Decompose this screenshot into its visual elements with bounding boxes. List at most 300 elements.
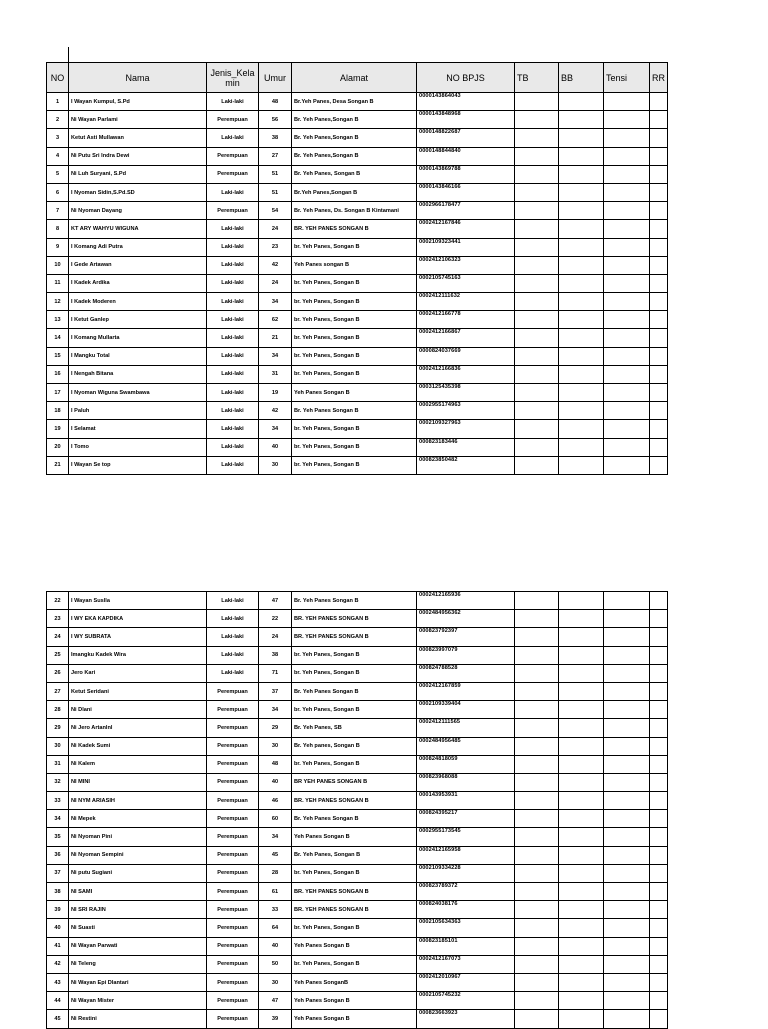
- row-jenis-kelamin: Perempuan: [207, 719, 259, 737]
- row-no-bpjs: 0002109339404: [417, 701, 515, 719]
- row-umur: 47: [259, 992, 292, 1010]
- row-tb: [515, 147, 559, 165]
- row-tb: [515, 165, 559, 183]
- row-bb: [559, 682, 604, 700]
- row-rr: [650, 256, 668, 274]
- row-umur: 27: [259, 147, 292, 165]
- row-nama: Ni Kadek Sumi: [69, 737, 207, 755]
- row-alamat: Br.Yeh Panes,Songan B: [292, 183, 417, 201]
- row-jenis-kelamin: Perempuan: [207, 864, 259, 882]
- row-alamat: Br. Yeh Panes,Songan B: [292, 147, 417, 165]
- row-nama: NI NYM ARIASIH: [69, 792, 207, 810]
- row-rr: [650, 129, 668, 147]
- row-nama: Ketut Asti Mullawan: [69, 129, 207, 147]
- row-bb: [559, 610, 604, 628]
- row-umur: 48: [259, 93, 292, 111]
- row-alamat: br. Yeh Panes, Songan B: [292, 919, 417, 937]
- row-bb: [559, 810, 604, 828]
- row-tb: [515, 755, 559, 773]
- row-umur: 34: [259, 701, 292, 719]
- row-tensi: [604, 420, 650, 438]
- row-alamat: br. Yeh Panes, Songan B: [292, 456, 417, 474]
- row-number: 39: [47, 901, 69, 919]
- row-jenis-kelamin: Perempuan: [207, 828, 259, 846]
- table-row: [47, 846, 668, 864]
- row-no-bpjs: 000824038176: [417, 901, 515, 919]
- row-number: 43: [47, 973, 69, 991]
- row-jenis-kelamin: Perempuan: [207, 919, 259, 937]
- row-no-bpjs: 000823997079: [417, 646, 515, 664]
- row-number: 42: [47, 955, 69, 973]
- row-tb: [515, 901, 559, 919]
- table-row: [47, 220, 668, 238]
- row-umur: 33: [259, 901, 292, 919]
- row-tensi: [604, 129, 650, 147]
- row-tensi: [604, 682, 650, 700]
- table-row: [47, 384, 668, 402]
- table-row: [47, 755, 668, 773]
- row-umur: 42: [259, 402, 292, 420]
- row-rr: [650, 384, 668, 402]
- row-tensi: [604, 792, 650, 810]
- row-tensi: [604, 664, 650, 682]
- row-alamat: br. Yeh Panes, Songan B: [292, 420, 417, 438]
- row-umur: 37: [259, 682, 292, 700]
- row-no-bpjs: 0002412010967: [417, 973, 515, 991]
- row-bb: [559, 147, 604, 165]
- row-number: 22: [47, 592, 69, 610]
- row-bb: [559, 93, 604, 111]
- row-jenis-kelamin: Laki-laki: [207, 420, 259, 438]
- row-jenis-kelamin: Perempuan: [207, 755, 259, 773]
- row-alamat: Br. Yeh Panes, SB: [292, 719, 417, 737]
- row-tensi: [604, 919, 650, 937]
- row-no-bpjs: 0000143846166: [417, 183, 515, 201]
- row-tb: [515, 202, 559, 220]
- row-alamat: BR. YEH PANES SONGAN B: [292, 220, 417, 238]
- row-tensi: [604, 402, 650, 420]
- table-row: [47, 202, 668, 220]
- row-nama: I Tomo: [69, 438, 207, 456]
- table-row: [47, 973, 668, 991]
- row-alamat: br. Yeh Panes, Songan B: [292, 864, 417, 882]
- header-tb: TB: [515, 63, 559, 93]
- table-row: [47, 311, 668, 329]
- row-bb: [559, 129, 604, 147]
- row-tb: [515, 183, 559, 201]
- row-bb: [559, 202, 604, 220]
- row-no-bpjs: 0002955174963: [417, 402, 515, 420]
- row-no-bpjs: 0002412165958: [417, 846, 515, 864]
- row-bb: [559, 365, 604, 383]
- table-row: [47, 274, 668, 292]
- row-no-bpjs: 000824818059: [417, 755, 515, 773]
- row-alamat: BR. YEH PANES SONGAN B: [292, 628, 417, 646]
- row-bb: [559, 846, 604, 864]
- row-nama: Ni Suasti: [69, 919, 207, 937]
- row-number: 3: [47, 129, 69, 147]
- row-umur: 21: [259, 329, 292, 347]
- row-bb: [559, 293, 604, 311]
- row-rr: [650, 937, 668, 955]
- row-umur: 61: [259, 883, 292, 901]
- header-umur: Umur: [259, 63, 292, 93]
- row-umur: 34: [259, 420, 292, 438]
- table-row: [47, 456, 668, 474]
- row-alamat: Yeh Panes songan B: [292, 256, 417, 274]
- row-bb: [559, 955, 604, 973]
- row-nama: I Wayan Kumpul, S.Pd: [69, 93, 207, 111]
- row-number: 11: [47, 274, 69, 292]
- row-bb: [559, 937, 604, 955]
- row-nama: KT ARY WAHYU WIGUNA: [69, 220, 207, 238]
- row-rr: [650, 402, 668, 420]
- row-alamat: BR YEH PANES SONGAN B: [292, 773, 417, 791]
- row-tb: [515, 384, 559, 402]
- row-rr: [650, 883, 668, 901]
- row-tb: [515, 773, 559, 791]
- table-row: [47, 147, 668, 165]
- row-jenis-kelamin: Laki-laki: [207, 329, 259, 347]
- row-rr: [650, 846, 668, 864]
- row-jenis-kelamin: Perempuan: [207, 701, 259, 719]
- row-umur: 45: [259, 846, 292, 864]
- cell-edge-marker: [68, 47, 69, 62]
- row-tensi: [604, 384, 650, 402]
- row-bb: [559, 438, 604, 456]
- table-row: [47, 646, 668, 664]
- header-jenis-kelamin: Jenis_Kela min: [207, 63, 259, 93]
- row-tensi: [604, 955, 650, 973]
- row-umur: 40: [259, 438, 292, 456]
- row-jenis-kelamin: Perempuan: [207, 810, 259, 828]
- row-umur: 30: [259, 737, 292, 755]
- row-nama: I Mangku Total: [69, 347, 207, 365]
- row-jenis-kelamin: Laki-laki: [207, 610, 259, 628]
- row-tensi: [604, 347, 650, 365]
- row-nama: Ni Wayan Epi Dlantari: [69, 973, 207, 991]
- row-rr: [650, 329, 668, 347]
- row-number: 26: [47, 664, 69, 682]
- row-umur: 30: [259, 973, 292, 991]
- row-tb: [515, 628, 559, 646]
- row-nama: Ni Nyoman Dayang: [69, 202, 207, 220]
- row-alamat: Br. Yeh Panes,Songan B: [292, 111, 417, 129]
- row-tb: [515, 220, 559, 238]
- row-no-bpjs: 0002412111565: [417, 719, 515, 737]
- row-tb: [515, 701, 559, 719]
- row-tb: [515, 420, 559, 438]
- table-row: [47, 682, 668, 700]
- row-umur: 38: [259, 646, 292, 664]
- row-jenis-kelamin: Perempuan: [207, 792, 259, 810]
- table-row: [47, 420, 668, 438]
- row-no-bpjs: 0002955173545: [417, 828, 515, 846]
- table-row: [47, 1010, 668, 1028]
- table-row: [47, 773, 668, 791]
- table-row: [47, 992, 668, 1010]
- row-alamat: BR. YEH PANES SONGAN B: [292, 901, 417, 919]
- row-rr: [650, 165, 668, 183]
- row-tensi: [604, 810, 650, 828]
- row-no-bpjs: 0002412111632: [417, 293, 515, 311]
- row-tb: [515, 610, 559, 628]
- row-rr: [650, 220, 668, 238]
- row-number: 21: [47, 456, 69, 474]
- row-rr: [650, 147, 668, 165]
- row-umur: 64: [259, 919, 292, 937]
- row-number: 5: [47, 165, 69, 183]
- row-tb: [515, 438, 559, 456]
- row-number: 1: [47, 93, 69, 111]
- row-number: 35: [47, 828, 69, 846]
- row-rr: [650, 111, 668, 129]
- row-bb: [559, 664, 604, 682]
- row-no-bpjs: 0000143864043: [417, 93, 515, 111]
- row-jenis-kelamin: Laki-laki: [207, 274, 259, 292]
- row-nama: Ni Restini: [69, 1010, 207, 1028]
- row-alamat: Br. Yeh Panes, Songan B: [292, 165, 417, 183]
- row-nama: Imangku Kadek Wira: [69, 646, 207, 664]
- row-alamat: Br. Yeh panes, Songan B: [292, 737, 417, 755]
- row-no-bpjs: 0002109323441: [417, 238, 515, 256]
- row-rr: [650, 792, 668, 810]
- row-jenis-kelamin: Perempuan: [207, 773, 259, 791]
- row-umur: 47: [259, 592, 292, 610]
- row-bb: [559, 792, 604, 810]
- row-alamat: Yeh Panes Songan B: [292, 1010, 417, 1028]
- row-bb: [559, 973, 604, 991]
- row-tensi: [604, 456, 650, 474]
- row-bb: [559, 919, 604, 937]
- row-jenis-kelamin: Perempuan: [207, 111, 259, 129]
- row-bb: [559, 329, 604, 347]
- row-nama: Ni Putu Sri Indra Dewi: [69, 147, 207, 165]
- row-nama: I Nyoman Wiguna Swambawa: [69, 384, 207, 402]
- row-nama: I WY SUBRATA: [69, 628, 207, 646]
- row-jenis-kelamin: Laki-laki: [207, 347, 259, 365]
- row-rr: [650, 365, 668, 383]
- row-number: 41: [47, 937, 69, 955]
- row-no-bpjs: 000823185101: [417, 937, 515, 955]
- row-jenis-kelamin: Perempuan: [207, 846, 259, 864]
- row-rr: [650, 274, 668, 292]
- row-nama: I Nyoman Sidin,S.Pd.SD: [69, 183, 207, 201]
- row-tensi: [604, 183, 650, 201]
- row-nama: Ni putu Sugiani: [69, 864, 207, 882]
- row-umur: 34: [259, 293, 292, 311]
- table-row: [47, 664, 668, 682]
- row-no-bpjs: 0000143869788: [417, 165, 515, 183]
- row-alamat: Br. Yeh Panes Songan B: [292, 592, 417, 610]
- row-nama: Ni Dlani: [69, 701, 207, 719]
- row-tensi: [604, 646, 650, 664]
- table-row: [47, 719, 668, 737]
- row-number: 2: [47, 111, 69, 129]
- row-bb: [559, 1010, 604, 1028]
- row-alamat: Br. Yeh Panes Songan B: [292, 682, 417, 700]
- table-row: [47, 183, 668, 201]
- row-tensi: [604, 846, 650, 864]
- row-jenis-kelamin: Perempuan: [207, 147, 259, 165]
- row-nama: I Komang Adi Putra: [69, 238, 207, 256]
- row-alamat: br. Yeh Panes, Songan B: [292, 274, 417, 292]
- row-rr: [650, 238, 668, 256]
- row-no-bpjs: 000823968088: [417, 773, 515, 791]
- row-bb: [559, 773, 604, 791]
- row-nama: NI SRI RAJIN: [69, 901, 207, 919]
- row-umur: 46: [259, 792, 292, 810]
- header-no-bpjs: NO BPJS: [417, 63, 515, 93]
- row-bb: [559, 384, 604, 402]
- table-row: [47, 937, 668, 955]
- row-tensi: [604, 438, 650, 456]
- row-number: 7: [47, 202, 69, 220]
- row-number: 10: [47, 256, 69, 274]
- table-row: [47, 919, 668, 937]
- row-alamat: br. Yeh Panes, Songan B: [292, 955, 417, 973]
- row-nama: Ni Teleng: [69, 955, 207, 973]
- row-jenis-kelamin: Perempuan: [207, 737, 259, 755]
- row-number: 33: [47, 792, 69, 810]
- row-number: 17: [47, 384, 69, 402]
- patient-table-page-2: [46, 591, 668, 1029]
- row-nama: I Paluh: [69, 402, 207, 420]
- row-rr: [650, 592, 668, 610]
- row-no-bpjs: 0002484956485: [417, 737, 515, 755]
- row-jenis-kelamin: Laki-laki: [207, 438, 259, 456]
- row-rr: [650, 919, 668, 937]
- row-bb: [559, 883, 604, 901]
- row-no-bpjs: 0000824037669: [417, 347, 515, 365]
- row-rr: [650, 701, 668, 719]
- row-nama: Ni Wayan Parlami: [69, 111, 207, 129]
- row-tb: [515, 846, 559, 864]
- row-umur: 71: [259, 664, 292, 682]
- row-nama: Ni Kalem: [69, 755, 207, 773]
- row-number: 23: [47, 610, 69, 628]
- row-number: 19: [47, 420, 69, 438]
- header-no: NO: [47, 63, 69, 93]
- row-tensi: [604, 992, 650, 1010]
- row-umur: 48: [259, 755, 292, 773]
- row-nama: I Selamat: [69, 420, 207, 438]
- row-bb: [559, 592, 604, 610]
- row-tensi: [604, 202, 650, 220]
- table-row: [47, 955, 668, 973]
- row-jenis-kelamin: Perempuan: [207, 937, 259, 955]
- row-number: 6: [47, 183, 69, 201]
- row-no-bpjs: 0000148822687: [417, 129, 515, 147]
- row-no-bpjs: 000143953931: [417, 792, 515, 810]
- row-nama: Ni Mepek: [69, 810, 207, 828]
- table-row: [47, 883, 668, 901]
- row-umur: 51: [259, 165, 292, 183]
- row-number: 31: [47, 755, 69, 773]
- row-no-bpjs: 0002412166778: [417, 311, 515, 329]
- row-no-bpjs: 0000143848968: [417, 111, 515, 129]
- row-tensi: [604, 274, 650, 292]
- row-umur: 40: [259, 937, 292, 955]
- row-no-bpjs: 0002109334228: [417, 864, 515, 882]
- row-alamat: Br. Yeh Panes Songan B: [292, 810, 417, 828]
- row-tb: [515, 456, 559, 474]
- row-tensi: [604, 238, 650, 256]
- row-bb: [559, 901, 604, 919]
- row-tb: [515, 719, 559, 737]
- row-no-bpjs: 0002412167859: [417, 682, 515, 700]
- row-tb: [515, 973, 559, 991]
- row-alamat: Br. Yeh Panes Songan B: [292, 402, 417, 420]
- row-jenis-kelamin: Laki-laki: [207, 456, 259, 474]
- row-jenis-kelamin: Perempuan: [207, 202, 259, 220]
- row-rr: [650, 755, 668, 773]
- row-tensi: [604, 628, 650, 646]
- row-no-bpjs: 0002412166867: [417, 329, 515, 347]
- row-no-bpjs: 0002966178477: [417, 202, 515, 220]
- row-bb: [559, 165, 604, 183]
- row-umur: 54: [259, 202, 292, 220]
- row-alamat: br. Yeh Panes, Songan B: [292, 347, 417, 365]
- row-nama: Jero Kari: [69, 664, 207, 682]
- row-tb: [515, 682, 559, 700]
- row-alamat: Yeh Panes Songan B: [292, 828, 417, 846]
- row-number: 37: [47, 864, 69, 882]
- table-row: [47, 438, 668, 456]
- row-bb: [559, 864, 604, 882]
- header-tensi: Tensi: [604, 63, 650, 93]
- row-jenis-kelamin: Perempuan: [207, 682, 259, 700]
- row-tensi: [604, 737, 650, 755]
- row-number: 20: [47, 438, 69, 456]
- row-umur: 23: [259, 238, 292, 256]
- row-rr: [650, 828, 668, 846]
- row-no-bpjs: 0002412166836: [417, 365, 515, 383]
- table-row: [47, 592, 668, 610]
- row-tensi: [604, 755, 650, 773]
- row-jenis-kelamin: Perempuan: [207, 955, 259, 973]
- row-umur: 56: [259, 111, 292, 129]
- row-jenis-kelamin: Laki-laki: [207, 384, 259, 402]
- row-umur: 34: [259, 347, 292, 365]
- row-nama: Ketut Seridani: [69, 682, 207, 700]
- table-row: [47, 901, 668, 919]
- row-nama: Ni Jero Artanlnl: [69, 719, 207, 737]
- row-tb: [515, 792, 559, 810]
- row-jenis-kelamin: Laki-laki: [207, 664, 259, 682]
- row-umur: 24: [259, 220, 292, 238]
- row-tensi: [604, 220, 650, 238]
- row-umur: 31: [259, 365, 292, 383]
- row-tb: [515, 274, 559, 292]
- row-number: 14: [47, 329, 69, 347]
- row-jenis-kelamin: Laki-laki: [207, 129, 259, 147]
- row-nama: I Nengah Bitana: [69, 365, 207, 383]
- table-row: [47, 293, 668, 311]
- row-jenis-kelamin: Laki-laki: [207, 220, 259, 238]
- row-number: 29: [47, 719, 69, 737]
- table-row: [47, 93, 668, 111]
- row-rr: [650, 438, 668, 456]
- row-tb: [515, 238, 559, 256]
- row-jenis-kelamin: Laki-laki: [207, 628, 259, 646]
- row-tensi: [604, 293, 650, 311]
- row-tensi: [604, 864, 650, 882]
- row-no-bpjs: 000823850482: [417, 456, 515, 474]
- row-number: 12: [47, 293, 69, 311]
- row-umur: 62: [259, 311, 292, 329]
- row-tb: [515, 256, 559, 274]
